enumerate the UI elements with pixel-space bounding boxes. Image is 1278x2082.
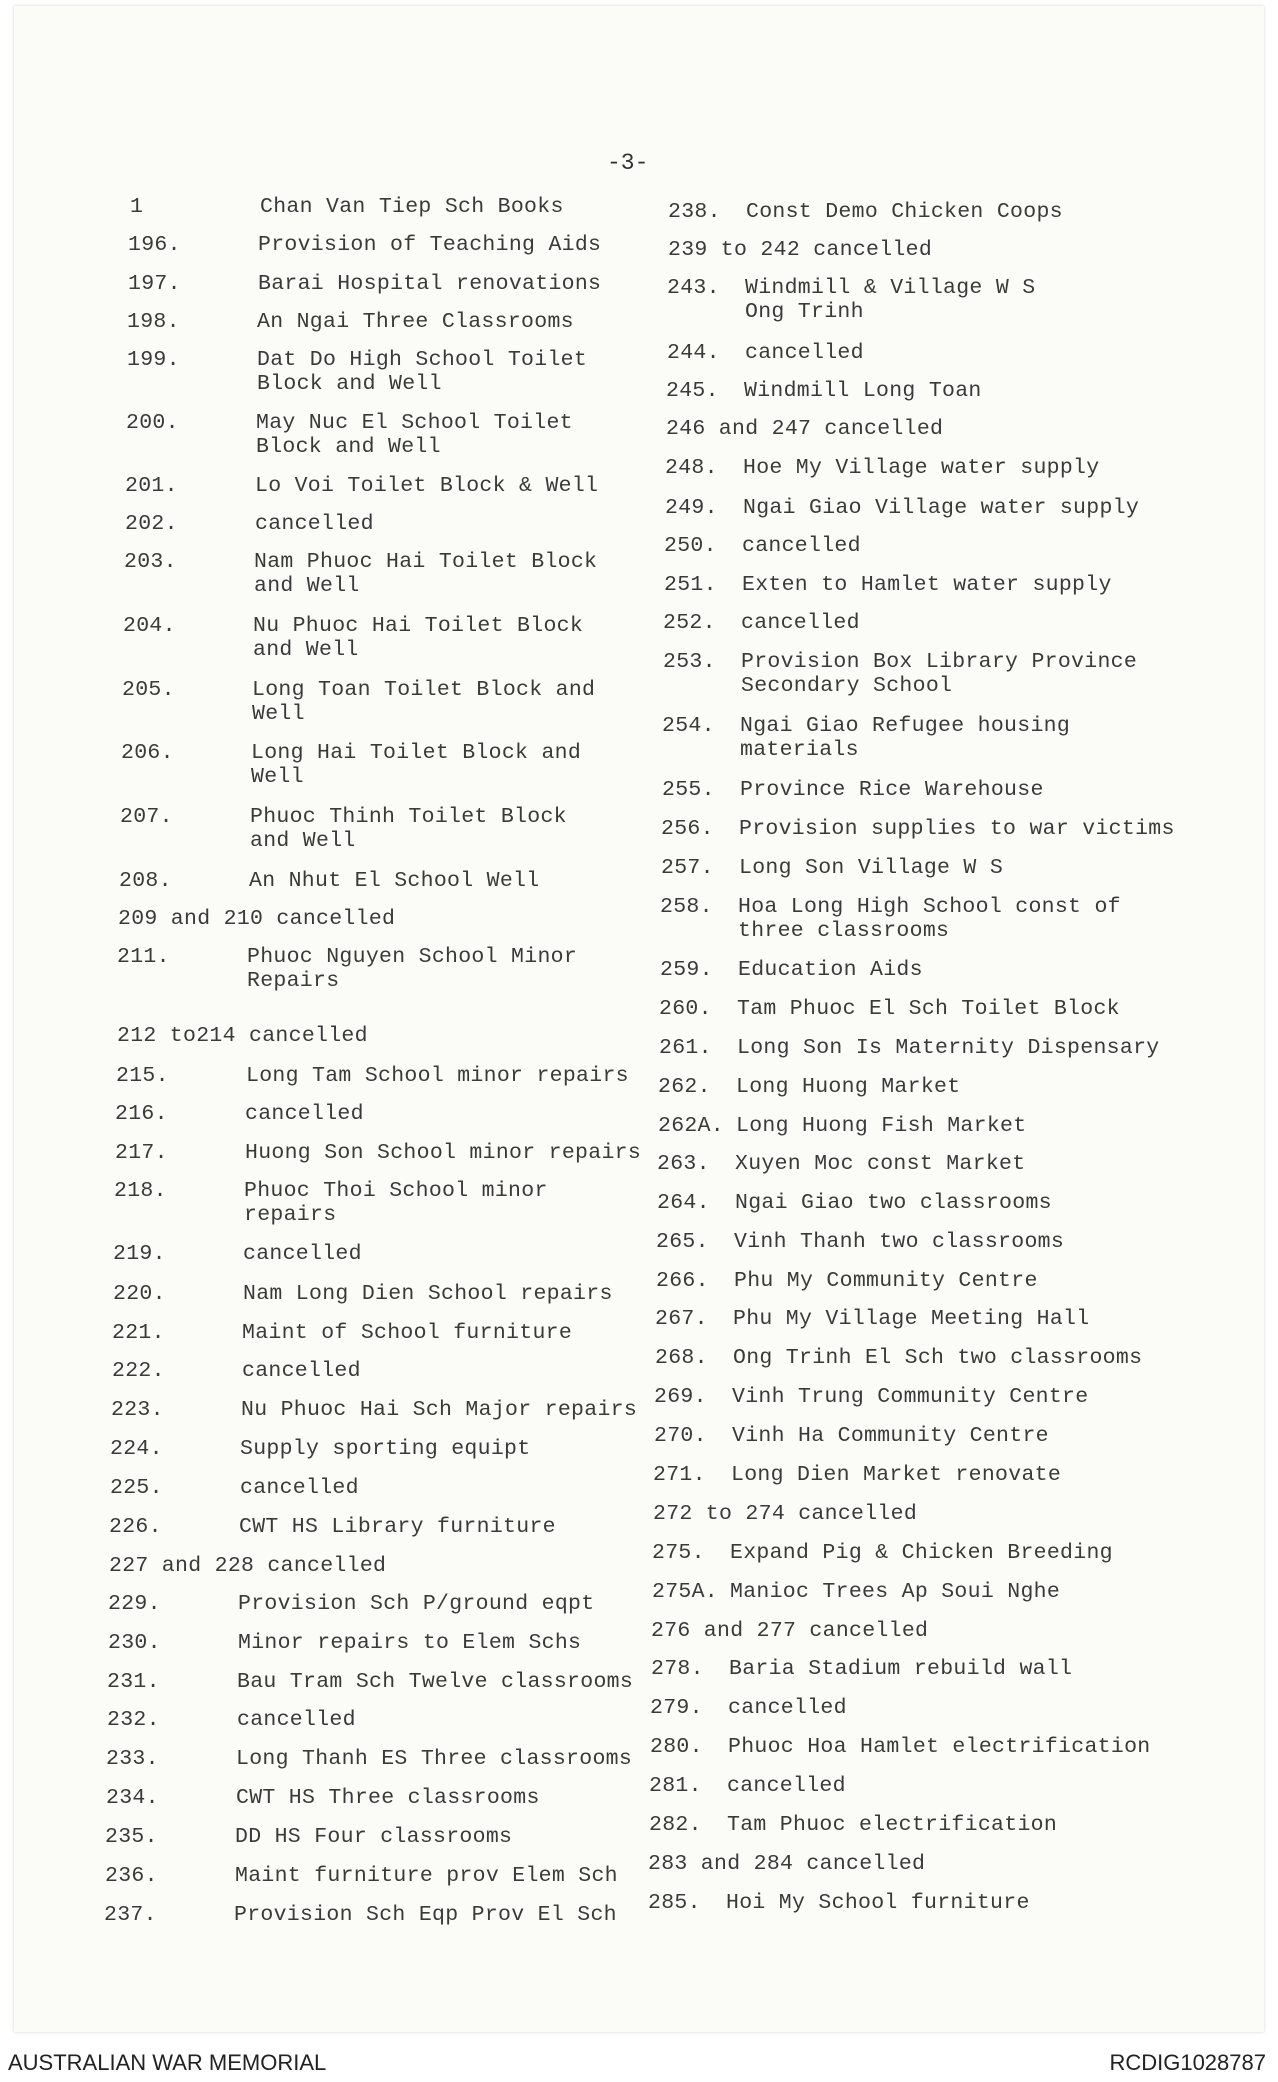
description-line: Well	[252, 702, 305, 726]
item-number: 244.	[667, 341, 720, 365]
item-description	[242, 1321, 572, 1345]
item-description	[245, 1102, 364, 1126]
description-line: Long Son Is Maternity Dispensary	[737, 1036, 1160, 1060]
description-line: Minor repairs to Elem Schs	[238, 1631, 582, 1655]
item-number: 207.	[120, 805, 173, 829]
description-line: Dat Do High School Toilet	[257, 348, 588, 372]
item-number: 203.	[124, 550, 177, 574]
description-line: CWT HS Library furniture	[239, 1515, 556, 1539]
item-description	[249, 869, 539, 893]
description-line: Tam Phuoc electrification	[727, 1813, 1058, 1837]
range-note	[666, 417, 943, 441]
description-line: Ong Trinh El Sch two classrooms	[733, 1346, 1143, 1370]
range-note	[668, 238, 932, 262]
item-number: 266.	[656, 1269, 709, 1293]
range-note	[653, 1502, 917, 1526]
description-line: Long Huong Market	[736, 1075, 961, 1099]
item-description	[741, 650, 1137, 698]
description-line: 212 to214 cancelled	[117, 1024, 368, 1048]
item-number: 248.	[665, 456, 718, 480]
description-line: Phu My Community Centre	[734, 1269, 1038, 1293]
item-number: 230.	[108, 1631, 161, 1655]
description-line: Ngai Giao two classrooms	[735, 1191, 1052, 1215]
item-description	[246, 1064, 629, 1088]
item-description	[241, 1398, 637, 1422]
item-number: 221.	[112, 1321, 165, 1345]
item-number: 250.	[664, 534, 717, 558]
footer-item-id: RCDIG1028787	[1109, 2050, 1266, 2075]
item-description	[735, 1152, 1025, 1176]
description-line: Provision Box Library Province	[741, 650, 1138, 674]
item-description	[741, 611, 860, 635]
item-number: 202.	[125, 512, 178, 536]
item-number: 265.	[656, 1230, 709, 1254]
item-number: 269.	[654, 1385, 707, 1409]
description-line: CWT HS Three classrooms	[236, 1786, 540, 1810]
item-description	[735, 1191, 1052, 1215]
item-number: 238.	[668, 200, 721, 224]
item-description	[746, 200, 1063, 224]
item-description	[742, 534, 861, 558]
description-line: Windmill & Village W S	[745, 276, 1036, 300]
description-line: An Ngai Three Classrooms	[257, 310, 574, 334]
description-line: Block and Well	[256, 435, 441, 459]
item-description	[235, 1864, 618, 1888]
item-description	[732, 1424, 1049, 1448]
description-line: Maint furniture prov Elem Sch	[235, 1864, 618, 1888]
description-line: Secondary School	[741, 674, 953, 698]
item-description	[240, 1476, 359, 1500]
description-line: Windmill Long Toan	[744, 379, 982, 403]
description-line: Vinh Ha Community Centre	[732, 1424, 1049, 1448]
item-description	[237, 1670, 633, 1694]
description-line: three classrooms	[738, 919, 950, 943]
item-description	[740, 714, 1070, 762]
item-description	[240, 1437, 530, 1461]
description-line: Supply sporting equipt	[240, 1437, 531, 1461]
item-description	[247, 945, 577, 993]
item-description	[235, 1825, 512, 1849]
item-number: 201.	[125, 474, 178, 498]
item-description	[742, 573, 1112, 597]
item-description	[743, 496, 1139, 520]
item-number: 257.	[661, 856, 714, 880]
item-description	[736, 1114, 1026, 1138]
item-number: 217.	[115, 1141, 168, 1165]
description-line: Ngai Giao Village water supply	[743, 496, 1140, 520]
description-line: and Well	[253, 638, 359, 662]
item-description	[254, 550, 597, 598]
item-description	[236, 1786, 540, 1810]
item-number: 237.	[104, 1903, 157, 1927]
item-number: 225.	[110, 1476, 163, 1500]
item-number: 267.	[655, 1307, 708, 1331]
description-line: Block and Well	[257, 372, 442, 396]
description-line: cancelled	[243, 1242, 362, 1266]
description-line: Long Hai Toilet Block and	[251, 741, 582, 765]
item-number: 204.	[123, 614, 176, 638]
range-note	[651, 1619, 928, 1643]
description-line: cancelled	[237, 1708, 356, 1732]
description-line: DD HS Four classrooms	[235, 1825, 513, 1849]
item-description	[243, 1282, 613, 1306]
description-line: 209 and 210 cancelled	[118, 907, 396, 931]
item-number: 259.	[660, 958, 713, 982]
description-line: Provision of Teaching Aids	[258, 233, 602, 257]
item-description	[728, 1696, 847, 1720]
item-description	[727, 1774, 846, 1798]
description-line: 246 and 247 cancelled	[666, 417, 944, 441]
item-description	[238, 1631, 581, 1655]
item-description	[251, 741, 581, 789]
item-number: 206.	[121, 741, 174, 765]
description-line: materials	[740, 738, 859, 762]
description-line: cancelled	[742, 534, 861, 558]
description-line: Vinh Trung Community Centre	[732, 1385, 1089, 1409]
item-number: 229.	[108, 1592, 161, 1616]
item-description	[250, 805, 567, 853]
description-line: Hoi My School furniture	[726, 1891, 1030, 1915]
description-line: Ngai Giao Refugee housing	[740, 714, 1071, 738]
item-number: 222.	[112, 1359, 165, 1383]
description-line: 227 and 228 cancelled	[109, 1554, 387, 1578]
item-number: 211.	[117, 945, 170, 969]
item-description	[734, 1269, 1038, 1293]
item-number: 205.	[122, 678, 175, 702]
item-description	[252, 678, 595, 726]
description-line: Tam Phuoc El Sch Toilet Block	[737, 997, 1120, 1021]
description-line: Nu Phuoc Hai Toilet Block	[253, 614, 584, 638]
item-description	[737, 997, 1120, 1021]
range-note	[109, 1554, 386, 1578]
item-description	[731, 1463, 1061, 1487]
item-description	[729, 1657, 1072, 1681]
item-description	[743, 456, 1099, 480]
description-line: Baria Stadium rebuild wall	[729, 1657, 1073, 1681]
item-number: 232.	[107, 1708, 160, 1732]
item-number: 198.	[127, 310, 180, 334]
item-number: 278.	[651, 1657, 704, 1681]
item-description	[738, 895, 1121, 943]
item-description	[256, 411, 573, 459]
item-number: 200.	[126, 411, 179, 435]
description-line: and Well	[254, 574, 360, 598]
item-description	[243, 1242, 362, 1266]
item-description	[255, 512, 374, 536]
description-line: Long Son Village W S	[739, 856, 1004, 880]
item-number: 1	[130, 195, 144, 219]
description-line: Huong Son School minor repairs	[245, 1141, 642, 1165]
item-description	[726, 1891, 1030, 1915]
item-number: 268.	[655, 1346, 708, 1370]
item-description	[253, 614, 583, 662]
item-description	[730, 1580, 1060, 1604]
item-number: 215.	[116, 1064, 169, 1088]
item-number: 282.	[649, 1813, 702, 1837]
description-line: An Nhut El School Well	[249, 869, 540, 893]
description-line: Barai Hospital renovations	[258, 272, 602, 296]
item-description	[260, 195, 564, 219]
item-number: 235.	[105, 1825, 158, 1849]
description-line: Long Dien Market renovate	[731, 1463, 1062, 1487]
description-line: Xuyen Moc const Market	[735, 1152, 1026, 1176]
range-note	[117, 1024, 368, 1048]
item-number: 261.	[659, 1036, 712, 1060]
item-number: 255.	[662, 778, 715, 802]
footer-archive-name: AUSTRALIAN WAR MEMORIAL	[8, 2050, 327, 2075]
item-description	[257, 348, 587, 396]
item-description	[236, 1747, 632, 1771]
item-number: 219.	[113, 1242, 166, 1266]
description-line: cancelled	[242, 1359, 361, 1383]
item-number: 243.	[667, 276, 720, 300]
item-number: 254.	[662, 714, 715, 738]
item-description	[737, 1036, 1159, 1060]
description-line: Hoa Long High School const of	[738, 895, 1121, 919]
item-number: 252.	[663, 611, 716, 635]
item-description	[258, 233, 601, 257]
item-number: 270.	[654, 1424, 707, 1448]
description-line: Lo Voi Toilet Block & Well	[255, 474, 599, 498]
item-number: 263.	[657, 1152, 710, 1176]
item-description	[745, 276, 1035, 324]
item-number: 251.	[664, 573, 717, 597]
description-line: cancelled	[240, 1476, 359, 1500]
item-number: 249.	[665, 496, 718, 520]
description-line: Phu My Village Meeting Hall	[733, 1307, 1090, 1331]
description-line: Education Aids	[738, 958, 923, 982]
description-line: Exten to Hamlet water supply	[742, 573, 1112, 597]
item-description	[257, 310, 574, 334]
description-line: Provision Sch Eqp Prov El Sch	[234, 1903, 617, 1927]
item-number: 271.	[653, 1463, 706, 1487]
description-line: repairs	[244, 1203, 337, 1227]
item-number: 218.	[114, 1179, 167, 1203]
item-description	[244, 1179, 548, 1227]
description-line: Bau Tram Sch Twelve classrooms	[237, 1670, 634, 1694]
description-line: Phuoc Thoi School minor	[244, 1179, 548, 1203]
item-number: 280.	[650, 1735, 703, 1759]
item-description	[745, 341, 864, 365]
description-line: Well	[251, 765, 304, 789]
item-number: 233.	[106, 1747, 159, 1771]
item-number: 220.	[113, 1282, 166, 1306]
item-description	[739, 817, 1175, 841]
item-description	[258, 272, 601, 296]
description-line: cancelled	[727, 1774, 846, 1798]
item-description	[732, 1385, 1088, 1409]
item-description	[238, 1592, 594, 1616]
description-line: Nam Long Dien School repairs	[243, 1282, 613, 1306]
item-number: 262A.	[658, 1114, 725, 1138]
item-number: 245.	[666, 379, 719, 403]
item-number: 253.	[663, 650, 716, 674]
item-number: 285.	[648, 1891, 701, 1915]
item-number: 224.	[110, 1437, 163, 1461]
item-description	[738, 958, 923, 982]
description-line: Hoe My Village water supply	[743, 456, 1100, 480]
item-description	[255, 474, 598, 498]
description-line: Provision Sch P/ground eqpt	[238, 1592, 595, 1616]
description-line: May Nuc El School Toilet	[256, 411, 573, 435]
item-number: 264.	[657, 1191, 710, 1215]
item-number: 260.	[659, 997, 712, 1021]
description-line: Manioc Trees Ap Soui Nghe	[730, 1580, 1061, 1604]
description-line: Ong Trinh	[745, 300, 864, 324]
description-line: Phuoc Hoa Hamlet electrification	[728, 1735, 1151, 1759]
item-number: 262.	[658, 1075, 711, 1099]
item-number: 279.	[650, 1696, 703, 1720]
item-description	[740, 778, 1044, 802]
description-line: cancelled	[728, 1696, 847, 1720]
item-description	[727, 1813, 1057, 1837]
description-line: Chan Van Tiep Sch Books	[260, 195, 564, 219]
item-description	[728, 1735, 1150, 1759]
item-number: 275.	[652, 1541, 705, 1565]
description-line: cancelled	[741, 611, 860, 635]
item-number: 231.	[107, 1670, 160, 1694]
description-line: Vinh Thanh two classrooms	[734, 1230, 1065, 1254]
item-number: 197.	[128, 272, 181, 296]
item-description	[239, 1515, 556, 1539]
description-line: Phuoc Nguyen School Minor	[247, 945, 578, 969]
item-description	[736, 1075, 960, 1099]
description-line: cancelled	[255, 512, 374, 536]
item-number: 281.	[649, 1774, 702, 1798]
description-line: Repairs	[247, 969, 340, 993]
range-note	[648, 1852, 925, 1876]
item-number: 196.	[128, 233, 181, 257]
description-line: and Well	[250, 829, 356, 853]
item-number: 208.	[119, 869, 172, 893]
item-number: 258.	[660, 895, 713, 919]
description-line: Maint of School furniture	[242, 1321, 573, 1345]
description-line: Nam Phuoc Hai Toilet Block	[254, 550, 598, 574]
description-line: Long Toan Toilet Block and	[252, 678, 596, 702]
description-line: 276 and 277 cancelled	[651, 1619, 929, 1643]
item-description	[245, 1141, 641, 1165]
description-line: Long Tam School minor repairs	[246, 1064, 629, 1088]
item-number: 216.	[115, 1102, 168, 1126]
description-line: 239 to 242 cancelled	[668, 238, 933, 262]
item-description	[733, 1346, 1142, 1370]
description-line: Provision supplies to war victims	[739, 817, 1175, 841]
item-description	[234, 1903, 617, 1927]
item-number: 256.	[661, 817, 714, 841]
item-description	[730, 1541, 1113, 1565]
description-line: Phuoc Thinh Toilet Block	[250, 805, 567, 829]
description-line: Province Rice Warehouse	[740, 778, 1044, 802]
item-description	[744, 379, 982, 403]
description-line: cancelled	[745, 341, 864, 365]
item-number: 199.	[127, 348, 180, 372]
description-line: cancelled	[245, 1102, 364, 1126]
description-line: Nu Phuoc Hai Sch Major repairs	[241, 1398, 638, 1422]
page-number: -3-	[607, 150, 649, 176]
item-description	[237, 1708, 356, 1732]
item-number: 234.	[106, 1786, 159, 1810]
description-line: Const Demo Chicken Coops	[746, 200, 1063, 224]
description-line: Long Huong Fish Market	[736, 1114, 1027, 1138]
item-description	[739, 856, 1003, 880]
item-description	[242, 1359, 361, 1383]
description-line: Long Thanh ES Three classrooms	[236, 1747, 633, 1771]
item-number: 223.	[111, 1398, 164, 1422]
description-line: Expand Pig & Chicken Breeding	[730, 1541, 1113, 1565]
range-note	[118, 907, 395, 931]
description-line: 272 to 274 cancelled	[653, 1502, 918, 1526]
item-description	[733, 1307, 1089, 1331]
item-number: 236.	[105, 1864, 158, 1888]
item-description	[734, 1230, 1064, 1254]
description-line: 283 and 284 cancelled	[648, 1852, 926, 1876]
item-number: 226.	[109, 1515, 162, 1539]
item-number: 275A.	[652, 1580, 719, 1604]
